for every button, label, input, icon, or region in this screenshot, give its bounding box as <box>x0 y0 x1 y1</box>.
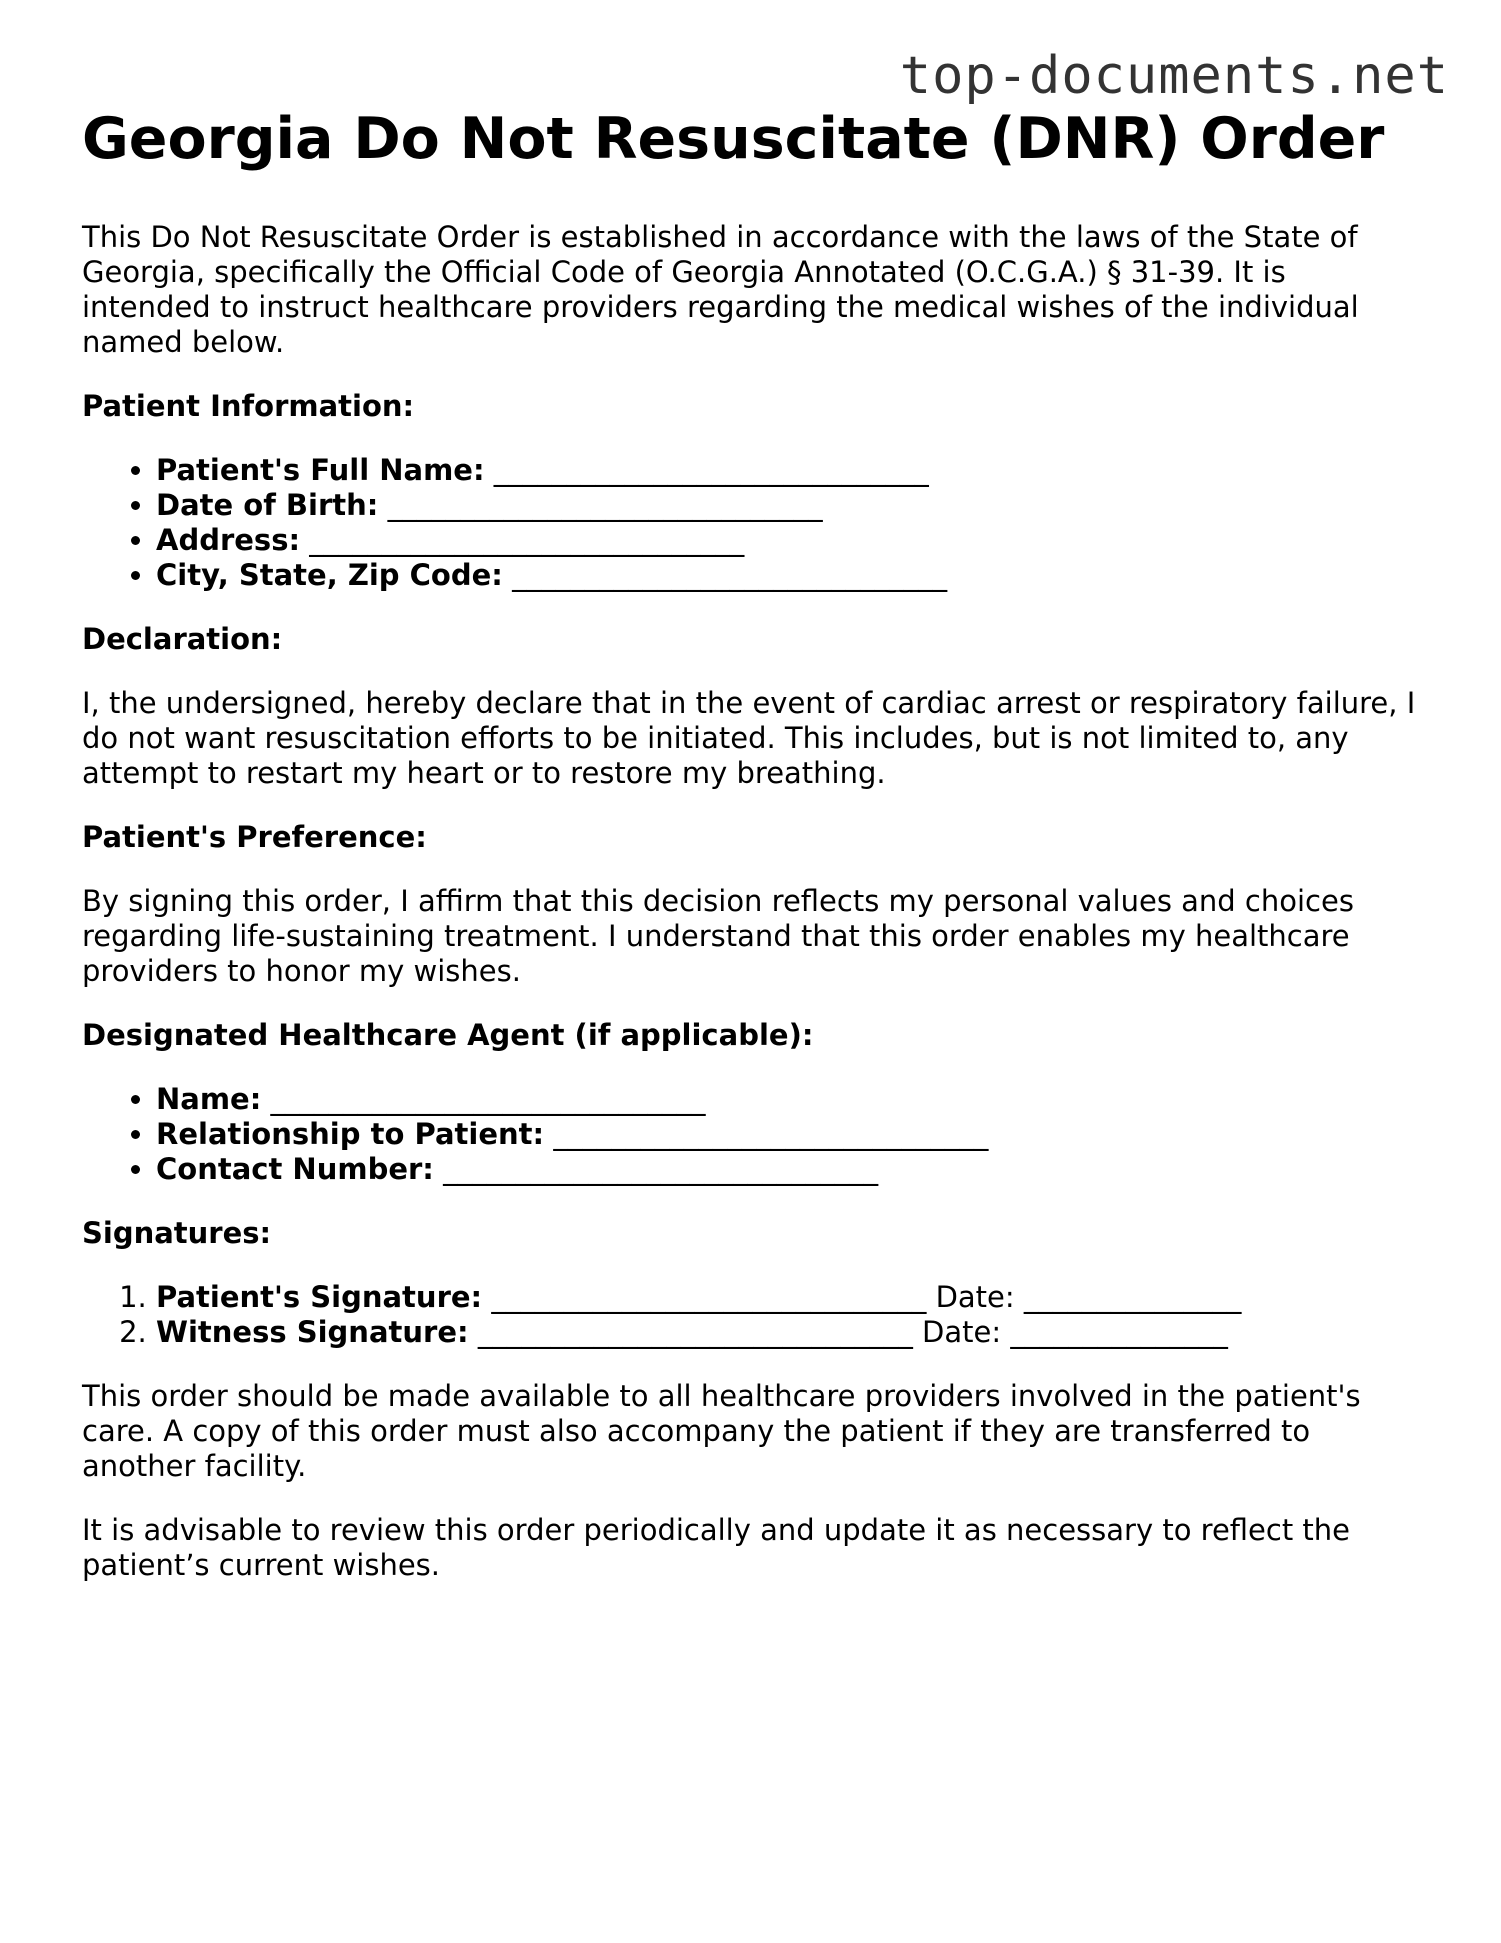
agent-list <box>82 1082 1422 1187</box>
list-item <box>156 1315 1422 1350</box>
patient-info-heading: Patient Information: <box>82 389 415 423</box>
watermark-text: top-documents.net <box>899 46 1449 106</box>
list-item <box>156 1280 1422 1315</box>
list-item <box>156 488 1422 523</box>
field-label: Contact Number: <box>156 1152 434 1186</box>
field-label: Witness Signature: <box>156 1315 469 1349</box>
declaration-paragraph: I, the undersigned, hereby declare that in the event of cardiac arrest or respiratory failure, I do not want resuscitation efforts to be initiated. This includes, but is not limited to, any attempt to restart my heart or to restore my breathing. <box>82 686 1416 790</box>
field-label: City, State, Zip Code: <box>156 558 503 592</box>
intro-paragraph: This Do Not Resuscitate Order is established in accordance with the laws of the State of Georgia, specifically the Official Code of Georgia Annotated (O.C.G.A.) § 31-39. It is intended to instruct healthcare providers regarding the medical wishes of the individual named below. <box>82 220 1359 359</box>
signatures-list <box>82 1280 1422 1350</box>
closing-paragraph-1: This order should be made available to all healthcare providers involved in the patient's care. A copy of this order must also accompany the patient if they are transferred to another facility. <box>82 1379 1361 1483</box>
preference-paragraph: By signing this order, I affirm that this decision reflects my personal values and choices regarding life-sustaining treatment. I understand that this order enables my healthcare providers to honor my wishes. <box>82 884 1354 988</box>
blank-line: ______________________________ <box>512 558 948 592</box>
document-title: Georgia Do Not Resuscitate (DNR) Order <box>82 106 1385 172</box>
list-item <box>156 1082 1422 1117</box>
date-blank-line: _______________ <box>1023 1280 1242 1314</box>
field-label: Date of Birth: <box>156 488 379 522</box>
preference-heading: Patient's Preference: <box>82 820 427 854</box>
date-label: Date: <box>935 1280 1015 1314</box>
blank-line: ______________________________ <box>387 488 823 522</box>
date-blank-line: _______________ <box>1010 1315 1228 1349</box>
date-label: Date: <box>922 1315 1002 1349</box>
field-label: Relationship to Patient: <box>156 1117 545 1151</box>
patient-info-list <box>82 453 1422 593</box>
list-item <box>156 523 1422 558</box>
list-item <box>156 453 1422 488</box>
field-label: Address: <box>156 523 301 557</box>
blank-line: ______________________________ <box>309 523 745 557</box>
field-label: Patient's Full Name: <box>156 453 485 487</box>
blank-line: ______________________________ <box>443 1152 879 1186</box>
document-page <box>82 104 1422 1612</box>
declaration-heading: Declaration: <box>82 622 283 656</box>
field-label: Patient's Signature: <box>156 1280 483 1314</box>
closing-paragraph-2: It is advisable to review this order periodically and update it as necessary to reflect the patient’s current wishes. <box>82 1513 1351 1582</box>
blank-line: ______________________________ <box>553 1117 989 1151</box>
blank-line: ______________________________ <box>477 1315 913 1349</box>
signatures-heading: Signatures: <box>82 1216 272 1250</box>
agent-heading: Designated Healthcare Agent (if applicable): <box>82 1018 814 1052</box>
list-item <box>156 1152 1422 1187</box>
list-item <box>156 558 1422 593</box>
blank-line: ______________________________ <box>493 453 929 487</box>
blank-line: ______________________________ <box>270 1082 706 1116</box>
list-item <box>156 1117 1422 1152</box>
field-label: Name: <box>156 1082 262 1116</box>
blank-line: ______________________________ <box>491 1280 927 1314</box>
